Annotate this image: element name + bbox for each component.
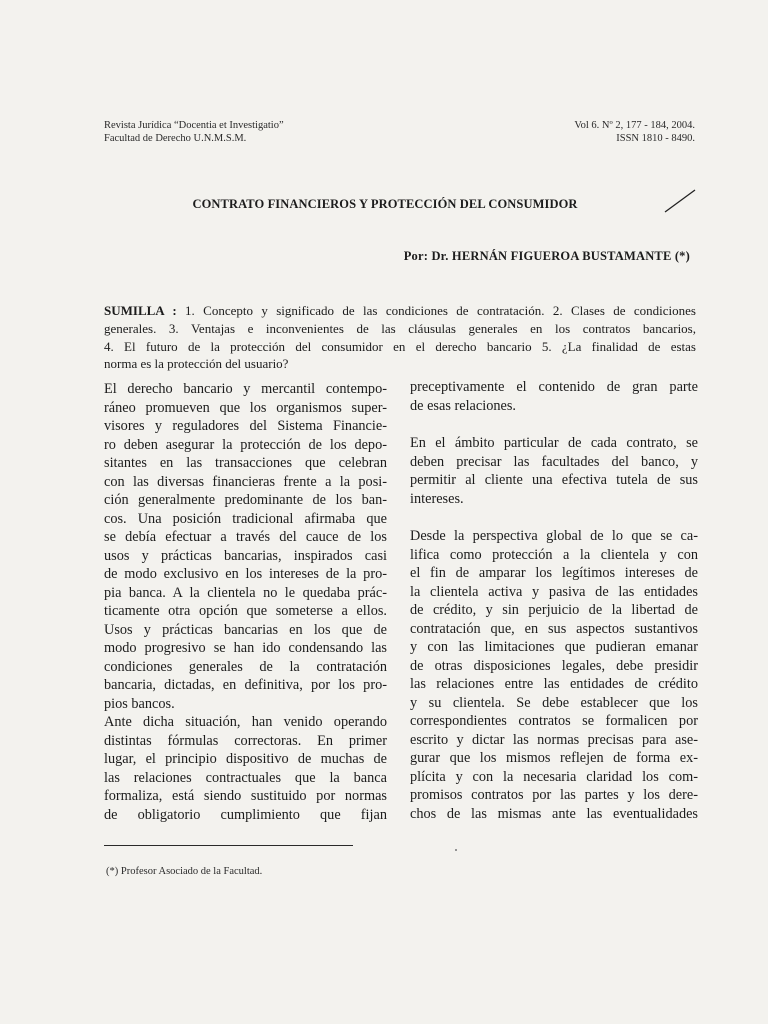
body-line: El derecho bancario y mercantil contempo- <box>104 381 387 397</box>
body-line: pia banca. A la clientela no le quedaba prác- <box>104 584 387 601</box>
body-line: chos de las mismas ante las eventualidades <box>410 805 698 822</box>
body-line: deben precisar las facultades del banco, y <box>410 453 698 470</box>
body-line: con las diversas financieras frente a la posi- <box>104 473 387 490</box>
body-line: ráneo promueven que los organismos super- <box>104 399 387 416</box>
body-line: de otras disposiciones legales, debe presidir <box>410 657 698 674</box>
issue-info <box>435 119 695 145</box>
body-line: intereses. <box>410 490 464 507</box>
footnote-divider <box>104 845 353 846</box>
body-line: permitir al cliente una efectiva tutela de sus <box>410 472 698 488</box>
body-line: y su clientela. Se debe establecer que los <box>410 694 698 711</box>
issn-info: ISSN 1810 - 8490. <box>616 133 695 144</box>
body-line: Desde la perspectiva global de lo que se ca- <box>410 528 698 544</box>
body-line: escrito y dictar las normas precisas para ase- <box>410 731 698 748</box>
body-column-left <box>104 380 387 824</box>
pen-mark <box>663 187 697 215</box>
body-line: modo progresivo se han ido condensando las <box>104 640 387 656</box>
body-line: usos y prácticas bancarias, inspirados casi <box>104 547 387 564</box>
footnote: (*) Profesor Asociado de la Facultad. <box>106 866 263 877</box>
body-line: preceptivamente el contenido de gran parte <box>410 379 698 395</box>
body-line: bancaria, dictadas, en definitiva, por los pro- <box>104 677 387 693</box>
body-line: contratación que, en sus aspectos sustantivos <box>410 620 698 637</box>
body-line: En el ámbito particular de cada contrato, se <box>410 435 698 451</box>
body-line: distintas fórmulas correctoras. En primer <box>104 732 387 749</box>
body-line: de obligatorio cumplimiento que fijan <box>104 806 387 823</box>
body-line: de crédito, y sin perjuicio de la libertad de <box>410 602 698 618</box>
body-line: ticamente otra opción que someterse a ellos. <box>104 603 387 619</box>
body-line: ción generalmente predominante de los ban- <box>104 492 387 508</box>
body-line: las relaciones contractuales que la banca <box>104 769 387 786</box>
body-line: Usos y prácticas bancarias en los que de <box>104 621 387 638</box>
body-line: ro deben asegurar la protección de los depo- <box>104 436 387 453</box>
body-line: la clientela activa y pasiva de las entidades <box>410 583 698 600</box>
body-line: de esas relaciones. <box>410 397 516 414</box>
abstract-line <box>104 302 696 320</box>
body-line: las relaciones entre las entidades de crédito <box>410 676 698 692</box>
body-line: gurar que los mismos reflejen de forma ex- <box>410 750 698 766</box>
body-line: lugar, el principio dispositivo de muchas de <box>104 751 387 767</box>
abstract-line: generales. 3. Ventajas e inconvenientes de las cláusulas generales en los contratos bancarios, <box>104 320 696 336</box>
volume-info: Vol 6. Nº 2, 177 - 184, 2004. <box>574 120 695 131</box>
body-line: correspondientes contratos se formalicen por <box>410 713 698 729</box>
body-line: y con las limitaciones que pudieran emanar <box>410 639 698 655</box>
body-line: condiciones generales de la contratación <box>104 658 387 675</box>
article-title: CONTRATO FINANCIEROS Y PROTECCIÓN DEL CONSUMIDOR <box>192 197 578 211</box>
abstract-line: norma es la protección del usuario? <box>104 356 289 372</box>
body-line: pios bancos. <box>104 695 175 712</box>
faculty-name: Facultad de Derecho U.N.M.S.M. <box>104 133 247 144</box>
abstract-line-text: 1. Concepto y significado de las condiciones de contratación. 2. Clases de condiciones <box>185 303 696 318</box>
paragraph-gap <box>410 508 698 527</box>
body-line: promisos contratos por las partes y los dere- <box>410 787 698 803</box>
journal-name: Revista Jurídica “Docentia et Investigatio” <box>104 120 284 131</box>
abstract <box>104 302 696 373</box>
abstract-label: SUMILLA : <box>104 303 177 318</box>
body-line: Ante dicha situación, han venido operando <box>104 714 387 730</box>
body-line: formaliza, está siendo sustituido por normas <box>104 788 387 804</box>
author-line: Por: Dr. HERNÁN FIGUEROA BUSTAMANTE (*) <box>403 249 690 263</box>
body-line: el fin de amparar los legítimos intereses de <box>410 565 698 581</box>
scan-speck <box>455 849 457 851</box>
body-column-right <box>410 378 698 823</box>
abstract-line: 4. El futuro de la protección del consumidor en el derecho bancario 5. ¿La finalidad de estas <box>104 338 696 354</box>
paragraph-gap <box>410 415 698 434</box>
body-line: cos. Una posición tradicional afirmaba que <box>104 510 387 527</box>
journal-header <box>104 119 404 145</box>
body-line: visores y reguladores del Sistema Financie- <box>104 418 387 434</box>
body-line: se debía efectuar a través del cauce de los <box>104 529 387 545</box>
body-line: de modo exclusivo en los intereses de la pro- <box>104 566 387 582</box>
body-line: lifica como protección a la clientela y con <box>410 546 698 563</box>
body-line: plícita y con la necesaria claridad los com- <box>410 768 698 785</box>
body-line: sitantes en las transacciones que celebran <box>104 455 387 471</box>
